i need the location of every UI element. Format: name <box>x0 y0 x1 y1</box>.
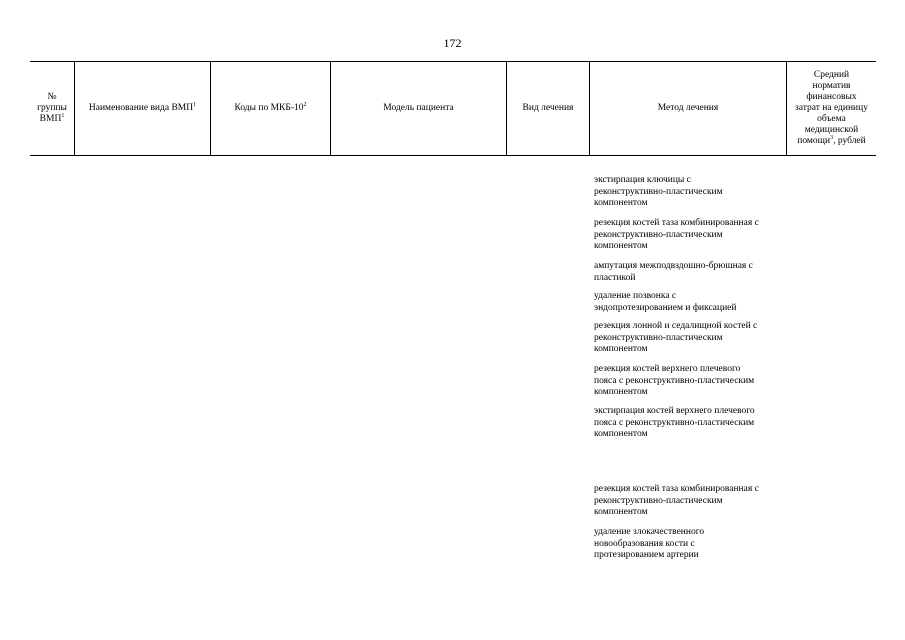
footnote-mark: 3 <box>830 134 834 141</box>
header-mkb-codes <box>211 62 331 155</box>
header-treatment-type <box>507 62 590 155</box>
method-item: удаление позвонка с эндопротезированием и фиксацией <box>594 291 737 313</box>
header-vmp-name <box>75 62 211 155</box>
method-item: резекция костей верхнего плечевого пояса с реконструктивно-пластическим компонентом <box>594 364 755 397</box>
footnote-mark: 1 <box>61 112 65 119</box>
footnote-mark: 2 <box>303 101 307 108</box>
header-group-number-text: № группы ВМП <box>37 92 67 124</box>
header-treatment-method <box>590 62 787 155</box>
header-group-number <box>30 62 75 155</box>
header-mkb-codes-text: Коды по МКБ-10 <box>234 103 304 113</box>
method-item: ампутация межподвздошно-брюшная с пластикой <box>594 261 753 283</box>
table-header <box>30 61 876 156</box>
header-average-cost <box>787 62 876 155</box>
method-item: резекция костей таза комбинированная с реконструктивно-пластическим компонентом <box>594 218 759 251</box>
header-patient-model <box>331 62 507 155</box>
method-item: экстирпация ключицы с реконструктивно-пластическим компонентом <box>594 175 723 208</box>
method-item: экстирпация костей верхнего плечевого пояса с реконструктивно-пластическим компонентом <box>594 406 755 439</box>
header-patient-model-text: Модель пациента <box>383 103 454 113</box>
footnote-mark: 1 <box>193 101 197 108</box>
method-item: резекция костей таза комбинированная с реконструктивно-пластическим компонентом <box>594 484 759 517</box>
page-number: 172 <box>443 36 462 50</box>
method-item: резекция лонной и седалищной костей с реконструктивно-пластическим компонентом <box>594 321 758 354</box>
header-treatment-method-text: Метод лечения <box>657 103 719 113</box>
header-vmp-name-text: Наименование вида ВМП <box>88 103 194 113</box>
header-average-cost-unit: , рублей <box>833 136 866 146</box>
method-item: удаление злокачественного новообразования кости с протезированием артерии <box>594 527 705 560</box>
header-average-cost-text: Средний норматив финансовых затрат на единицу объема медицинской помощи <box>795 70 868 146</box>
header-treatment-type-text: Вид лечения <box>522 103 574 113</box>
